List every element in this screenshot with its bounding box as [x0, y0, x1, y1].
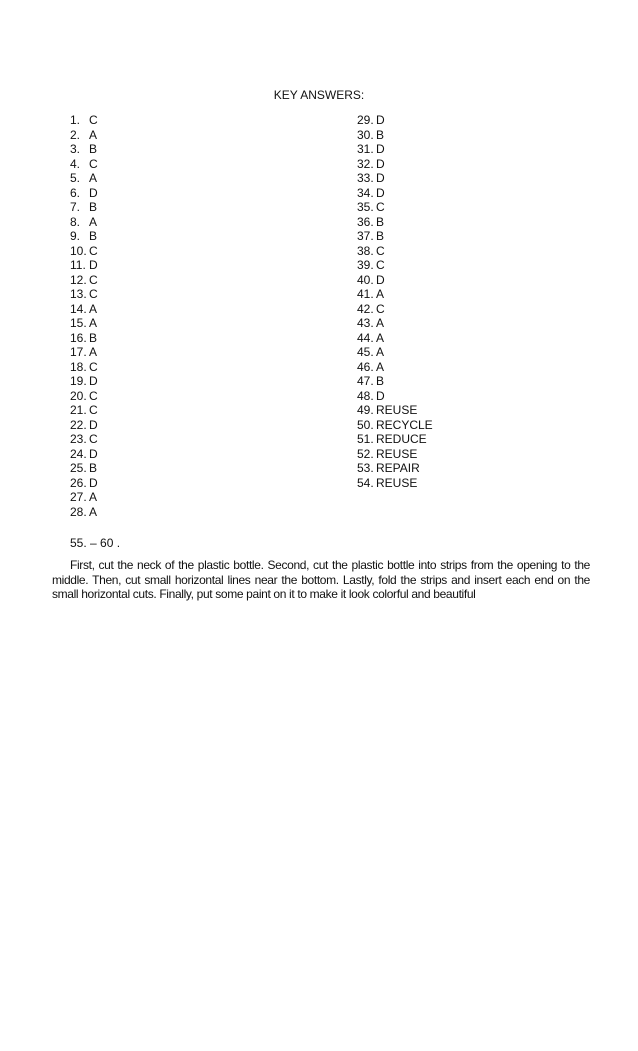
- answer-value: A: [89, 345, 98, 359]
- answer-list-left: [70, 113, 98, 519]
- answer-value: D: [89, 258, 98, 272]
- answer-item: [70, 215, 98, 230]
- answer-value: A: [376, 359, 385, 374]
- answer-item: [357, 447, 433, 462]
- answer-item: [357, 331, 433, 346]
- answer-value: C: [376, 258, 385, 272]
- answer-item: [70, 447, 98, 462]
- answer-value: C: [89, 243, 98, 258]
- answer-number: 26.: [70, 475, 87, 490]
- answer-item: [357, 244, 433, 259]
- answer-item: [70, 200, 98, 215]
- answer-value: REDUCE: [376, 432, 427, 446]
- answer-number: 19.: [70, 374, 87, 388]
- answer-number: 12.: [70, 272, 87, 287]
- answer-item: [70, 389, 98, 404]
- answer-item: [70, 403, 98, 418]
- answer-value: B: [376, 374, 385, 388]
- answer-item: [70, 360, 98, 375]
- answer-item: [70, 461, 98, 476]
- answer-number: 54.: [357, 475, 374, 490]
- answer-number: 42.: [357, 301, 374, 316]
- answer-value: C: [89, 287, 98, 301]
- answer-number: 46.: [357, 359, 374, 374]
- answer-value: A: [376, 345, 385, 359]
- answer-item: [357, 142, 433, 157]
- answer-number: 36.: [357, 214, 374, 229]
- answer-number: 34.: [357, 185, 374, 200]
- answer-number: 8.: [70, 214, 81, 229]
- answer-item: [357, 287, 433, 302]
- answer-item: [70, 432, 98, 447]
- answer-number: 41.: [357, 287, 374, 301]
- answer-number: 10.: [70, 243, 87, 258]
- answer-number: 11.: [70, 258, 86, 272]
- answer-value: C: [89, 359, 98, 374]
- answer-number: 44.: [357, 330, 374, 345]
- answer-value: B: [89, 229, 98, 243]
- answer-number: 2.: [70, 127, 81, 142]
- answer-value: REPAIR: [376, 461, 420, 475]
- essay-item-label: 55. – 60 .: [70, 536, 121, 550]
- answer-value: B: [376, 127, 385, 142]
- answer-item: [70, 287, 98, 302]
- answer-value: C: [89, 272, 98, 287]
- answer-value: B: [89, 142, 98, 156]
- answer-item: [70, 476, 98, 491]
- answer-number: 5.: [70, 171, 81, 185]
- answer-number: 25.: [70, 461, 87, 475]
- answer-value: A: [376, 316, 385, 330]
- answer-number: 52.: [357, 446, 374, 461]
- answer-item: [357, 128, 433, 143]
- answer-number: 3.: [70, 142, 81, 156]
- answer-item: [357, 113, 433, 128]
- answer-value: A: [89, 127, 98, 142]
- answer-value: D: [89, 374, 98, 388]
- answer-number: 39.: [357, 258, 374, 272]
- answer-item: [70, 113, 98, 128]
- answer-value: RECYCLE: [376, 417, 433, 432]
- answer-number: 50.: [357, 417, 374, 432]
- answer-number: 27.: [70, 490, 87, 504]
- answer-item: [70, 331, 98, 346]
- answer-item: [70, 505, 98, 520]
- answer-number: 31.: [357, 142, 374, 156]
- answer-item: [357, 461, 433, 476]
- answer-item: [357, 157, 433, 172]
- answer-value: B: [89, 461, 98, 475]
- answer-item: [357, 200, 433, 215]
- answer-number: 30.: [357, 127, 374, 142]
- answer-value: REUSE: [376, 403, 418, 417]
- answer-number: 7.: [70, 200, 81, 214]
- answer-value: B: [376, 229, 385, 243]
- answer-number: 48.: [357, 388, 374, 403]
- answer-number: 45.: [357, 345, 374, 359]
- answer-item: [70, 273, 98, 288]
- answer-item: [357, 374, 433, 389]
- answer-item: [357, 229, 433, 244]
- answer-number: 17.: [70, 345, 87, 359]
- answer-value: D: [376, 156, 385, 171]
- answer-number: 22.: [70, 417, 87, 432]
- answer-item: [357, 345, 433, 360]
- answer-item: [70, 302, 98, 317]
- answer-number: 40.: [357, 272, 374, 287]
- answer-value: B: [89, 330, 98, 345]
- answer-item: [70, 258, 98, 273]
- answer-number: 14.: [70, 301, 87, 316]
- answer-number: 43.: [357, 316, 374, 330]
- answer-item: [70, 128, 98, 143]
- answer-value: C: [376, 301, 385, 316]
- answer-number: 33.: [357, 171, 374, 185]
- answer-value: C: [89, 388, 98, 403]
- answer-item: [357, 476, 433, 491]
- answer-value: D: [376, 272, 385, 287]
- answer-number: 1.: [70, 113, 81, 127]
- answer-item: [357, 171, 433, 186]
- answer-item: [357, 273, 433, 288]
- answer-item: [70, 186, 98, 201]
- answer-value: D: [89, 185, 98, 200]
- answer-number: 13.: [70, 287, 87, 301]
- answer-item: [70, 157, 98, 172]
- answer-value: C: [89, 156, 98, 171]
- answer-item: [70, 142, 98, 157]
- answer-item: [70, 316, 98, 331]
- answer-item: [357, 403, 433, 418]
- answer-value: D: [376, 388, 385, 403]
- answer-item: [357, 302, 433, 317]
- answer-item: [357, 316, 433, 331]
- answer-item: [70, 229, 98, 244]
- answer-item: [357, 418, 433, 433]
- answer-value: C: [89, 403, 98, 417]
- answer-number: 53.: [357, 461, 374, 475]
- answer-number: 38.: [357, 243, 374, 258]
- answer-value: A: [376, 287, 385, 301]
- answer-value: D: [376, 185, 385, 200]
- answer-number: 49.: [357, 403, 374, 417]
- answer-value: D: [376, 142, 385, 156]
- answer-value: D: [89, 446, 98, 461]
- answer-value: D: [89, 417, 98, 432]
- answer-number: 24.: [70, 446, 87, 461]
- answer-item: [70, 374, 98, 389]
- answer-item: [357, 432, 433, 447]
- answer-number: 29.: [357, 113, 374, 127]
- answer-item: [357, 389, 433, 404]
- answer-value: C: [376, 243, 385, 258]
- answer-number: 47.: [357, 374, 374, 388]
- answer-number: 32.: [357, 156, 374, 171]
- answer-value: A: [89, 504, 98, 519]
- answer-item: [357, 215, 433, 230]
- answer-value: A: [89, 214, 98, 229]
- answer-number: 20.: [70, 388, 87, 403]
- answer-number: 21.: [70, 403, 87, 417]
- answer-value: A: [376, 330, 385, 345]
- essay-answer-paragraph: First, cut the neck of the plastic bottle. Second, cut the plastic bottle into strips from the opening to the middle. Then, cut small horizontal lines near the bottom. Lastly, fold the strips and insert each end on the small horizontal cuts. Finally, put some paint on it to make it look colorful and beautiful: [52, 558, 590, 602]
- answer-number: 6.: [70, 185, 81, 200]
- answer-number: 23.: [70, 432, 87, 446]
- answer-number: 4.: [70, 156, 81, 171]
- answer-list-right: [357, 113, 433, 490]
- answer-item: [70, 490, 98, 505]
- answer-item: [70, 171, 98, 186]
- answer-value: C: [376, 200, 385, 214]
- answer-number: 16.: [70, 330, 87, 345]
- answer-item: [70, 345, 98, 360]
- answer-number: 9.: [70, 229, 81, 243]
- answer-item: [70, 418, 98, 433]
- answer-number: 28.: [70, 504, 87, 519]
- answer-value: B: [89, 200, 98, 214]
- answer-number: 37.: [357, 229, 374, 243]
- answer-value: A: [89, 171, 98, 185]
- answer-value: REUSE: [376, 475, 418, 490]
- answer-value: D: [376, 171, 385, 185]
- answer-value: D: [89, 475, 98, 490]
- answer-value: A: [89, 316, 98, 330]
- answer-value: D: [376, 113, 385, 127]
- answer-item: [357, 258, 433, 273]
- answer-value: A: [89, 490, 98, 504]
- answer-value: C: [89, 432, 98, 446]
- page-title: KEY ANSWERS:: [273, 88, 365, 102]
- answer-value: A: [89, 301, 98, 316]
- answer-item: [357, 360, 433, 375]
- answer-value: C: [89, 113, 98, 127]
- answer-number: 35.: [357, 200, 374, 214]
- answer-item: [357, 186, 433, 201]
- answer-number: 18.: [70, 359, 87, 374]
- answer-value: REUSE: [376, 446, 418, 461]
- answer-value: B: [376, 214, 385, 229]
- answer-item: [70, 244, 98, 259]
- answer-number: 51.: [357, 432, 374, 446]
- answer-number: 15.: [70, 316, 87, 330]
